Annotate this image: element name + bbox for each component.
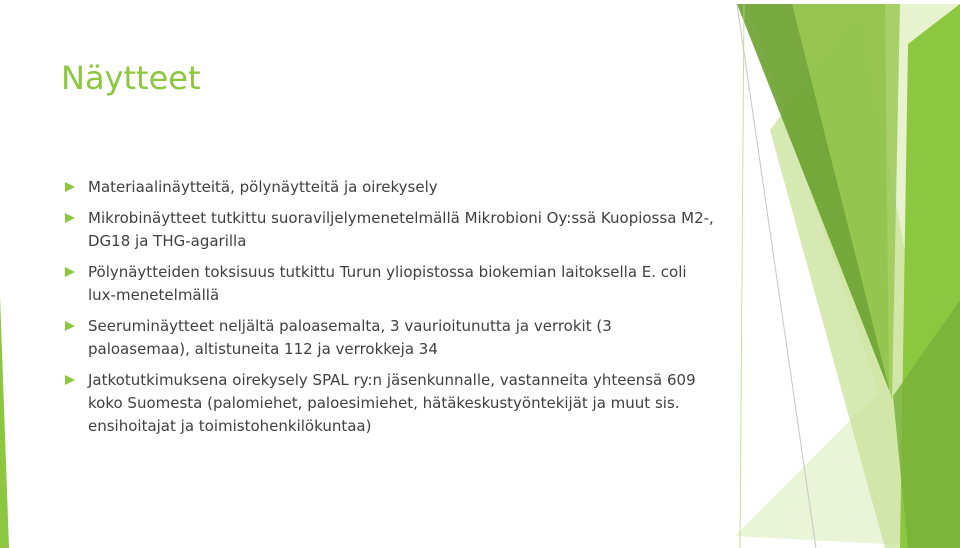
bullet-text: Pölynäytteiden toksisuus tutkittu Turun yliopistossa biokemian laitoksella E. coli lux-menetelmällä bbox=[88, 263, 687, 304]
bullet-text: Mikrobinäytteet tutkittu suoraviljelymenetelmällä Mikrobioni Oy:ssä Kuopiossa M2-, DG18 ja THG-agarilla bbox=[88, 209, 714, 250]
bullet-text: Materiaalinäytteitä, pölynäytteitä ja oirekysely bbox=[88, 178, 438, 196]
bullet-text: Jatkotutkimuksena oirekysely SPAL ry:n jäsenkunnalle, vastanneita yhteensä 609 koko Suomesta (palomiehet, paloesimiehet, hätäkeskustyöntekijät ja muut sis. ensihoitajat ja toimistohenkilökuntaa) bbox=[88, 371, 696, 435]
bullet-item bbox=[64, 369, 714, 438]
bullet-item bbox=[64, 315, 714, 361]
triangle-right-icon bbox=[65, 267, 75, 277]
bullet-text: Seeruminäytteet neljältä paloasemalta, 3 vaurioitunutta ja verrokit (3 paloasemaa), altistuneita 112 ja verrokkeja 34 bbox=[88, 317, 612, 358]
bullet-item bbox=[64, 176, 714, 199]
bullet-item bbox=[64, 261, 714, 307]
bullet-item bbox=[64, 207, 714, 253]
facet-thin-line-2 bbox=[740, 4, 744, 548]
triangle-right-icon bbox=[65, 182, 75, 192]
triangle-right-icon bbox=[65, 213, 75, 223]
triangle-right-icon bbox=[65, 375, 75, 385]
bullet-list bbox=[64, 176, 714, 438]
slide-title: Näytteet bbox=[61, 59, 201, 97]
facet-left-strip bbox=[0, 296, 9, 548]
triangle-right-icon bbox=[65, 321, 75, 331]
